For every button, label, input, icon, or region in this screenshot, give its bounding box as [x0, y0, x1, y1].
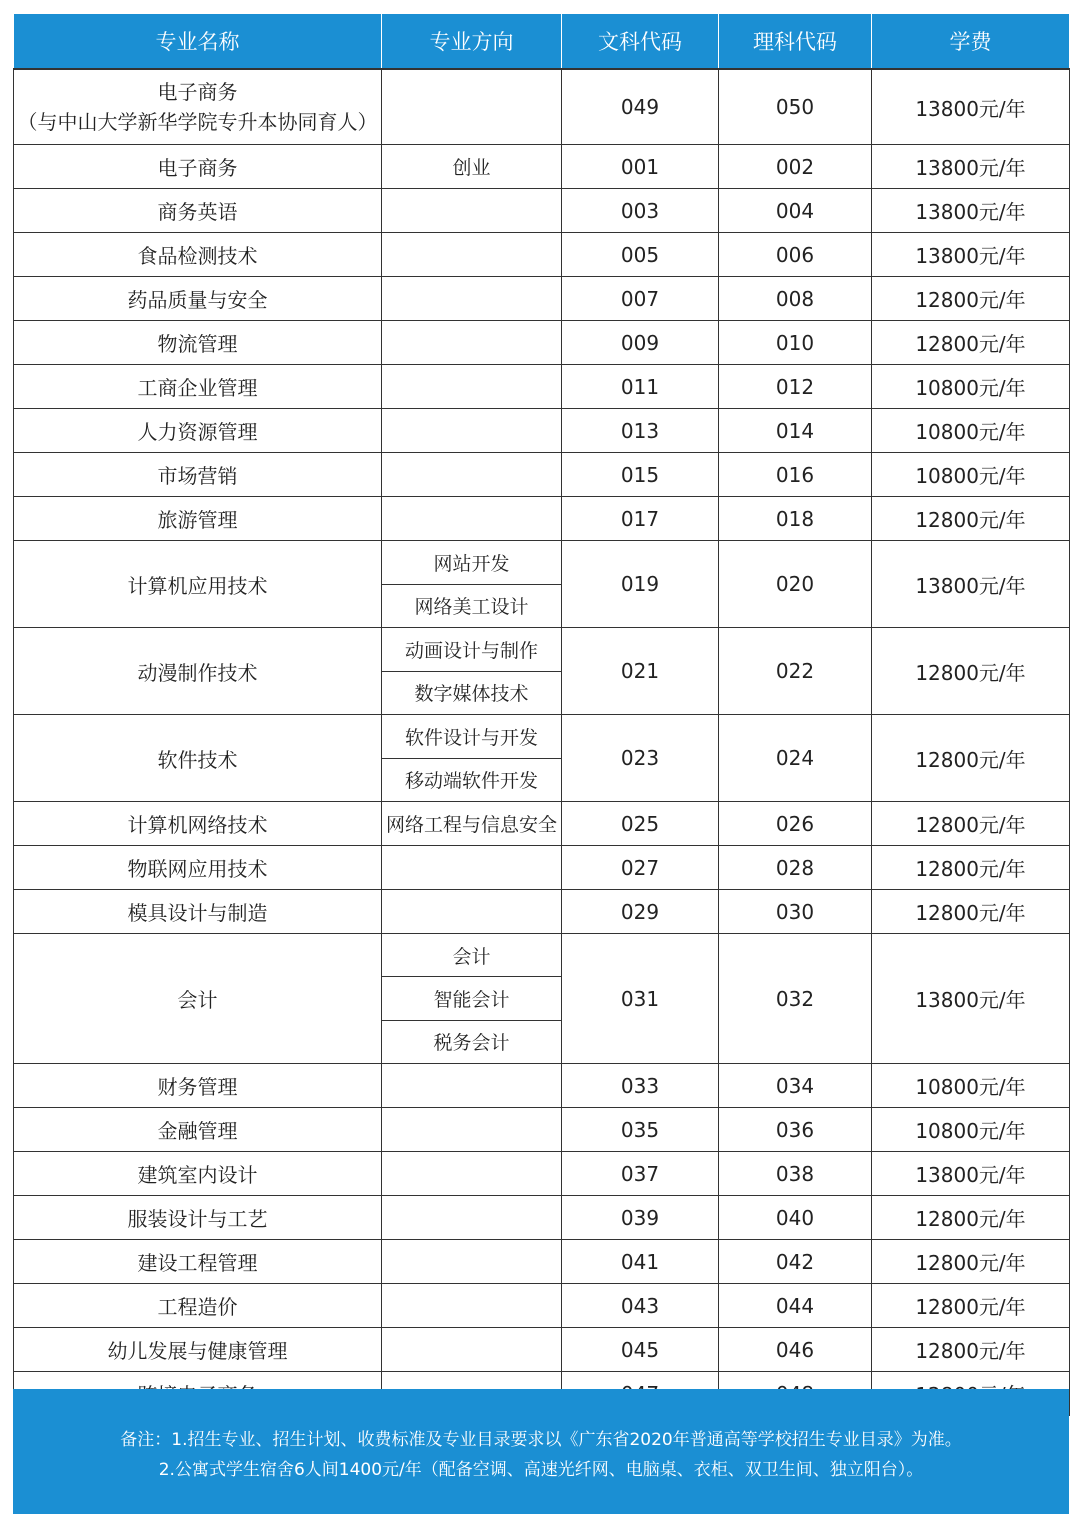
- table-row: [14, 453, 1070, 497]
- arts-code-cell: 043: [562, 1284, 719, 1328]
- table-row: [14, 715, 1070, 802]
- header-direction: 专业方向: [382, 14, 562, 70]
- direction-cell: [382, 69, 562, 145]
- direction-item: 数字媒体技术: [382, 671, 561, 715]
- arts-code-cell: 025: [562, 802, 719, 846]
- table-row: [14, 1284, 1070, 1328]
- major-name: 工程造价: [157, 1295, 238, 1319]
- major-name: 计算机应用技术: [127, 573, 268, 598]
- science-code-cell: 040: [719, 1196, 872, 1240]
- arts-code-cell: 037: [562, 1152, 719, 1196]
- table-row: [14, 934, 1070, 1064]
- arts-code-cell: 045: [562, 1328, 719, 1372]
- arts-code-cell: 001: [562, 145, 719, 189]
- tuition-cell: 12800元/年: [872, 321, 1070, 365]
- tuition-cell: 10800元/年: [872, 365, 1070, 409]
- major-name-cell: [14, 321, 382, 365]
- table-row: [14, 1240, 1070, 1284]
- direction-cell: [382, 802, 562, 846]
- arts-code-cell: 021: [562, 628, 719, 715]
- arts-code-cell: 031: [562, 934, 719, 1064]
- arts-code-cell: 035: [562, 1108, 719, 1152]
- science-code-cell: 006: [719, 233, 872, 277]
- direction-item: 创业: [452, 157, 491, 179]
- major-name: 软件技术: [157, 747, 238, 772]
- tuition-cell: 12800元/年: [872, 1284, 1070, 1328]
- science-code-cell: 038: [719, 1152, 872, 1196]
- table-row: [14, 628, 1070, 715]
- footer-note-2: 2.公寓式学生宿舍6人间1400元/年（配备空调、高速光纤网、电脑桌、衣柜、双卫生间、独立阳台）。: [158, 1460, 924, 1480]
- major-name-cell: [14, 541, 382, 628]
- major-name: 商务英语: [157, 200, 238, 224]
- direction-cell: [382, 715, 562, 802]
- table-row: [14, 846, 1070, 890]
- arts-code-cell: 003: [562, 189, 719, 233]
- table-body: [14, 69, 1070, 1416]
- major-name: 服装设计与工艺: [127, 1207, 268, 1231]
- tuition-cell: 13800元/年: [872, 69, 1070, 145]
- tuition-cell: 12800元/年: [872, 1240, 1070, 1284]
- tuition-cell: 12800元/年: [872, 890, 1070, 934]
- major-name-cell: [14, 1196, 382, 1240]
- major-name: 物联网应用技术: [127, 857, 268, 881]
- major-name-cell: [14, 802, 382, 846]
- tuition-cell: 13800元/年: [872, 1152, 1070, 1196]
- footer-note-1: 备注：1.招生专业、招生计划、收费标准及专业目录要求以《广东省2020年普通高等学校招生专业目录》为准。: [120, 1430, 962, 1450]
- tuition-cell: 13800元/年: [872, 934, 1070, 1064]
- direction-cell: [382, 890, 562, 934]
- major-name: 会计: [177, 988, 218, 1012]
- table-row: [14, 233, 1070, 277]
- major-name-cell: [14, 453, 382, 497]
- arts-code-cell: 049: [562, 69, 719, 145]
- major-name-cell: [14, 409, 382, 453]
- direction-item: 移动端软件开发: [382, 758, 561, 802]
- major-name-cell: [14, 277, 382, 321]
- major-name: 电子商务: [157, 80, 238, 104]
- direction-item: 会计: [452, 945, 491, 968]
- direction-cell: [382, 145, 562, 189]
- science-code-cell: 024: [719, 715, 872, 802]
- tuition-cell: 12800元/年: [872, 1328, 1070, 1372]
- table-row: [14, 1108, 1070, 1152]
- direction-cell: [382, 541, 562, 628]
- major-name-cell: [14, 628, 382, 715]
- tuition-cell: 12800元/年: [872, 277, 1070, 321]
- tuition-cell: 10800元/年: [872, 1108, 1070, 1152]
- header-tuition: 学费: [872, 14, 1070, 70]
- science-code-cell: 030: [719, 890, 872, 934]
- arts-code-cell: 039: [562, 1196, 719, 1240]
- major-name-cell: [14, 934, 382, 1064]
- tuition-cell: 12800元/年: [872, 497, 1070, 541]
- major-name-note: （与中山大学新华学院专升本协同育人）: [17, 110, 378, 134]
- direction-cell: [382, 453, 562, 497]
- table-row: [14, 409, 1070, 453]
- direction-item: 软件设计与开发: [404, 726, 538, 749]
- table-row: [14, 802, 1070, 846]
- major-name-cell: [14, 846, 382, 890]
- tuition-cell: 13800元/年: [872, 233, 1070, 277]
- tuition-cell: 12800元/年: [872, 1196, 1070, 1240]
- science-code-cell: 042: [719, 1240, 872, 1284]
- major-name-cell: [14, 365, 382, 409]
- table-row: [14, 541, 1070, 628]
- science-code-cell: 018: [719, 497, 872, 541]
- footer-notes: [13, 1389, 1069, 1514]
- direction-cell: [382, 628, 562, 715]
- science-code-cell: 016: [719, 453, 872, 497]
- table-row: [14, 1064, 1070, 1108]
- arts-code-cell: 017: [562, 497, 719, 541]
- science-code-cell: 014: [719, 409, 872, 453]
- science-code-cell: 046: [719, 1328, 872, 1372]
- tuition-cell: 13800元/年: [872, 189, 1070, 233]
- direction-item: 网站开发: [433, 552, 510, 575]
- major-name: 电子商务: [157, 156, 238, 180]
- major-name: 动漫制作技术: [137, 660, 258, 685]
- direction-item: 智能会计: [382, 976, 561, 1019]
- major-name-cell: [14, 497, 382, 541]
- table-row: [14, 1152, 1070, 1196]
- science-code-cell: 026: [719, 802, 872, 846]
- direction-item: 动画设计与制作: [404, 639, 538, 662]
- science-code-cell: 020: [719, 541, 872, 628]
- arts-code-cell: 013: [562, 409, 719, 453]
- direction-cell: [382, 934, 562, 1064]
- table-header-row: [14, 14, 1070, 70]
- major-name-cell: [14, 1064, 382, 1108]
- tuition-cell: 12800元/年: [872, 802, 1070, 846]
- arts-code-cell: 015: [562, 453, 719, 497]
- major-name-cell: [14, 890, 382, 934]
- table-row: [14, 321, 1070, 365]
- major-name: 金融管理: [157, 1119, 238, 1143]
- major-name: 旅游管理: [157, 508, 238, 532]
- science-code-cell: 036: [719, 1108, 872, 1152]
- major-name-cell: [14, 1108, 382, 1152]
- arts-code-cell: 005: [562, 233, 719, 277]
- major-name-cell: [14, 1240, 382, 1284]
- science-code-cell: 002: [719, 145, 872, 189]
- direction-cell: [382, 497, 562, 541]
- direction-item: 税务会计: [382, 1020, 561, 1063]
- tuition-cell: 10800元/年: [872, 409, 1070, 453]
- header-major-name: 专业名称: [14, 14, 382, 70]
- major-name: 人力资源管理: [137, 420, 258, 444]
- admissions-table-container: [13, 13, 1069, 1416]
- major-name-cell: [14, 1284, 382, 1328]
- tuition-cell: 10800元/年: [872, 453, 1070, 497]
- direction-cell: [382, 1108, 562, 1152]
- tuition-cell: 13800元/年: [872, 145, 1070, 189]
- tuition-cell: 10800元/年: [872, 1064, 1070, 1108]
- direction-cell: [382, 846, 562, 890]
- direction-cell: [382, 1064, 562, 1108]
- tuition-cell: 13800元/年: [872, 541, 1070, 628]
- direction-item: 网络工程与信息安全: [385, 814, 557, 836]
- table-row: [14, 277, 1070, 321]
- arts-code-cell: 019: [562, 541, 719, 628]
- arts-code-cell: 041: [562, 1240, 719, 1284]
- direction-cell: [382, 365, 562, 409]
- majors-table: [13, 13, 1070, 1416]
- major-name: 幼儿发展与健康管理: [107, 1339, 288, 1363]
- direction-cell: [382, 1240, 562, 1284]
- table-row: [14, 497, 1070, 541]
- major-name: 建设工程管理: [137, 1251, 258, 1275]
- table-row: [14, 1328, 1070, 1372]
- major-name: 工商企业管理: [137, 376, 258, 400]
- science-code-cell: 034: [719, 1064, 872, 1108]
- science-code-cell: 044: [719, 1284, 872, 1328]
- direction-cell: [382, 409, 562, 453]
- science-code-cell: 050: [719, 69, 872, 145]
- table-row: [14, 1196, 1070, 1240]
- major-name: 财务管理: [157, 1075, 238, 1099]
- science-code-cell: 010: [719, 321, 872, 365]
- major-name-cell: [14, 145, 382, 189]
- major-name-cell: [14, 233, 382, 277]
- direction-cell: [382, 1196, 562, 1240]
- arts-code-cell: 009: [562, 321, 719, 365]
- arts-code-cell: 007: [562, 277, 719, 321]
- major-name: 市场营销: [157, 464, 238, 488]
- direction-cell: [382, 189, 562, 233]
- arts-code-cell: 033: [562, 1064, 719, 1108]
- direction-cell: [382, 233, 562, 277]
- table-row: [14, 890, 1070, 934]
- science-code-cell: 022: [719, 628, 872, 715]
- science-code-cell: 032: [719, 934, 872, 1064]
- table-row: [14, 189, 1070, 233]
- header-arts-code: 文科代码: [562, 14, 719, 70]
- major-name: 计算机网络技术: [127, 813, 268, 837]
- major-name-cell: [14, 715, 382, 802]
- major-name: 物流管理: [157, 332, 238, 356]
- header-science-code: 理科代码: [719, 14, 872, 70]
- major-name: 建筑室内设计: [137, 1163, 258, 1187]
- major-name-cell: [14, 189, 382, 233]
- major-name-cell: [14, 69, 382, 145]
- direction-cell: [382, 321, 562, 365]
- table-row: [14, 365, 1070, 409]
- direction-cell: [382, 1328, 562, 1372]
- science-code-cell: 028: [719, 846, 872, 890]
- arts-code-cell: 023: [562, 715, 719, 802]
- major-name-cell: [14, 1152, 382, 1196]
- table-row: [14, 145, 1070, 189]
- major-name-cell: [14, 1328, 382, 1372]
- major-name: 食品检测技术: [137, 244, 258, 268]
- science-code-cell: 012: [719, 365, 872, 409]
- science-code-cell: 004: [719, 189, 872, 233]
- science-code-cell: 008: [719, 277, 872, 321]
- table-row: [14, 69, 1070, 145]
- arts-code-cell: 027: [562, 846, 719, 890]
- direction-item: 网络美工设计: [382, 584, 561, 628]
- direction-cell: [382, 277, 562, 321]
- major-name: 药品质量与安全: [127, 288, 268, 312]
- tuition-cell: 12800元/年: [872, 715, 1070, 802]
- tuition-cell: 12800元/年: [872, 628, 1070, 715]
- major-name: 模具设计与制造: [127, 901, 268, 925]
- arts-code-cell: 011: [562, 365, 719, 409]
- direction-cell: [382, 1152, 562, 1196]
- direction-cell: [382, 1284, 562, 1328]
- arts-code-cell: 029: [562, 890, 719, 934]
- tuition-cell: 12800元/年: [872, 846, 1070, 890]
